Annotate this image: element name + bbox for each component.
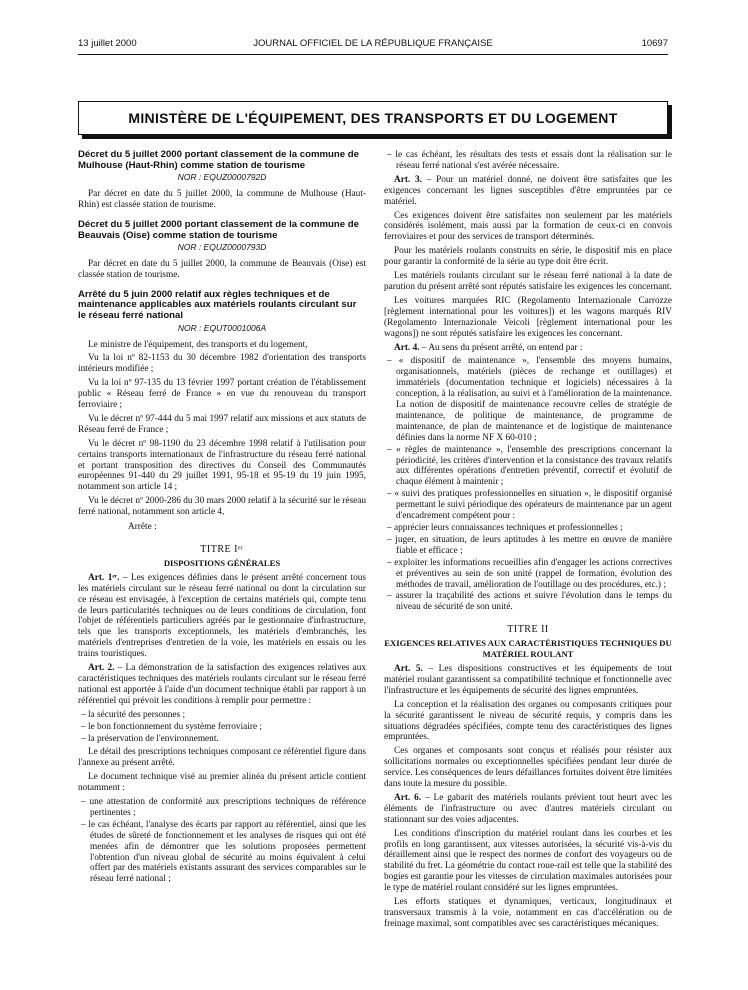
article-2-label: Art. 2.: [88, 663, 115, 674]
titre-2-heading: TITRE II: [507, 624, 549, 636]
page-header: [78, 38, 668, 52]
titre-1-heading: TITRE Iᵉʳ: [200, 544, 244, 555]
visa-minister: Le ministre de l'équipement, des transports et du logement,: [88, 339, 308, 350]
article-4: Art. 4. – Au sens du présent arrêté, on entend par :: [394, 342, 583, 353]
article-6: Art. 6. – Le gabarit des matériels roulants prévient tout heurt avec les éléments de l'infrastructure ou avec d'autres matériels circulant ou stationnant sur des voies adjacentes.: [384, 792, 672, 825]
article-2-para-3: Le document technique visé au premier alinéa du présent article contient notamment :: [78, 772, 366, 794]
decree-mulhouse-title: Décret du 5 juillet 2000 portant classement de la commune de Mulhouse (Haut-Rhin) comme station de tourisme: [78, 149, 359, 171]
visa-2: Vu la loi nº 97-135 du 13 février 1997 portant création de l'établissement public « Réseau ferré de France » en vue du renouveau du transport ferroviaire ;: [78, 378, 366, 411]
decree-beauvais-nor: NOR : EQUZ0000793D: [177, 242, 267, 253]
article-5-label: Art. 5.: [394, 663, 423, 674]
decree-mulhouse-nor: NOR : EQUZ0000792D: [177, 172, 267, 183]
decree-beauvais-title: Décret du 5 juillet 2000 portant classement de la commune de Beauvais (Oise) comme station de tourisme: [78, 218, 359, 241]
visa-3: Vu le décret nº 97-444 du 5 mai 1997 relatif aux missions et aux statuts de Réseau ferré de France ;: [78, 413, 366, 435]
list-item: – « dispositif de maintenance », l'ensemble des moyens humains, organisationnels, matériels (pièces de rechange et outillages) et immatériels (documentation technique et logiciels) nécessaires à la conception, à la réalisation, au suivi et à l'amélioration de la maintenance. La notion de dispositif de maintenance recouvre celles de stratégie de maintenance, de politique de maintenance, de programme de maintenance, de plan de maintenance et de logistique de maintenance définies dans la norme NF X 60-010 ;: [384, 356, 672, 443]
titre-1-subheading: DISPOSITIONS GÉNÉRALES: [163, 557, 281, 568]
article-6-para-3: Les efforts statiques et dynamiques, verticaux, longitudinaux et transversaux transmis à la voie, notamment en cas d'accélération ou de freinage maximal, sont compatibles avec ses caractéristiques mécaniques.: [384, 897, 672, 929]
header-journal-title: JOURNAL OFFICIEL DE LA RÉPUBLIQUE FRANÇAISE: [253, 38, 493, 49]
list-item: – le cas échéant, l'analyse des écarts par rapport au référentiel, ainsi que les études de sûreté de fonctionnement et les analyses de risques qui ont été menées afin de démontrer que les solutions proposées permettent l'obtention d'un niveau global de sécurité au moins équivalent à celui offert par des matériels existants assurant des services comparables sur le réseau ferré national ;: [78, 820, 366, 885]
article-6-label: Art. 6.: [394, 792, 422, 803]
ministry-title: MINISTÈRE DE L'ÉQUIPEMENT, DES TRANSPORTS ET DU LOGEMENT: [128, 110, 618, 126]
list-item: – une attestation de conformité aux prescriptions techniques de référence pertinentes ;: [78, 797, 366, 819]
arrete-title: Arrêté du 5 juin 2000 relatif aux règles techniques et de maintenance applicables aux matériels roulants circulant sur le réseau ferré national: [78, 288, 357, 321]
left-column: [78, 150, 366, 888]
article-4-list: [384, 356, 672, 613]
arrete-nor: NOR : EQUT0001006A: [177, 322, 267, 333]
article-4-label: Art. 4.: [394, 342, 420, 353]
article-2-list-2: [78, 797, 366, 885]
list-item: – la préservation de l'environnement.: [78, 734, 366, 745]
titre-2-subheading: EXIGENCES RELATIVES AUX CARACTÉRISTIQUES TECHNIQUES DU MATÉRIEL ROULANT: [384, 638, 672, 660]
list-item: – le cas échéant, les résultats des tests et essais dont la réalisation sur le réseau ferré national s'est avérée nécessaire.: [384, 150, 672, 172]
article-2-list-continued: [384, 150, 672, 172]
right-column: [384, 150, 672, 933]
header-rule: [78, 54, 668, 55]
article-3-para-2: Ces exigences doivent être satisfaites non seulement par les matériels considérés isolément, mais aussi par la formation de ceux-ci en convois ferroviaires et pour des services de transport déterminés.: [384, 210, 672, 243]
article-2-list: [78, 710, 366, 745]
list-item: – la sécurité des personnes ;: [78, 710, 366, 721]
article-5-para-2: La conception et la réalisation des organes ou composants critiques pour la sécurité garantissent le niveau de sécurité requis, y compris dans les situations dégradées spécifiées, compte tenu des caractéristiques des lignes empruntées.: [384, 699, 672, 743]
list-item: – le bon fonctionnement du système ferroviaire ;: [78, 722, 366, 733]
article-3-label: Art. 3.: [394, 174, 422, 185]
article-3-para-4: Les matériels roulants circulant sur le réseau ferré national à la date de parution du présent arrêté sont réputés satisfaire les exigences les concernant.: [384, 271, 672, 292]
header-date: 13 juillet 2000: [78, 38, 137, 49]
article-1-label: Art. 1ᵉʳ.: [88, 572, 120, 583]
arrete-word: Arrête :: [128, 522, 157, 533]
list-item: – apprécier leurs connaissances techniques et professionnelles ;: [384, 523, 672, 534]
header-page-number: 10697: [641, 38, 668, 49]
visa-5: Vu le décret nº 2000-286 du 30 mars 2000 relatif à la sécurité sur le réseau ferré national, notamment son article 4,: [78, 496, 366, 518]
article-5-para-3: Ces organes et composants sont conçus et réalisés pour résister aux sollicitations normales ou exceptionnelles spécifiées pendant leur durée de service. Les conséquences de leurs défaillances fortuites doivent être limitées dans toute la mesure du possible.: [384, 746, 672, 790]
list-item: – « règles de maintenance », l'ensemble des prescriptions concernant la périodicité, les critères d'intervention et la consistance des travaux relatifs aux différentes opérations d'entretien préventif, correctif et évolutif de chaque élément à maintenir ;: [384, 445, 672, 489]
article-2-para-2: Le détail des prescriptions techniques composant ce référentiel figure dans l'annexe au présent arrêté.: [78, 747, 366, 769]
list-item: – juger, en situation, de leurs aptitudes à les mettre en œuvre de manière fiable et efficace ;: [384, 535, 672, 557]
decree-beauvais-text: Par décret en date du 5 juillet 2000, la commune de Beauvais (Oise) est classée station de tourisme.: [78, 259, 366, 280]
article-6-para-2: Les conditions d'inscription du matériel roulant dans les courbes et les profils en long garantissent, aux vitesses autorisées, la sécurité vis-à-vis du déraillement ainsi que le respect des normes de confort des voyageurs ou de stabilité du fret. La géométrie du contact roue-rail est telle que la stabilité des bogies est garantie pour les vitesses de circulation maximales autorisées pour le type de matériel roulant considéré sur les lignes empruntées.: [384, 828, 672, 894]
article-3: Art. 3. – Pour un matériel donné, ne doivent être satisfaites que les exigences concernant les lignes susceptibles d'être empruntées par ce matériel.: [384, 174, 672, 207]
article-3-para-5: Les voitures marquées RIC (Regolamento Internazionale Carrozze [règlement international pour les voitures]) et les wagons marqués RIV (Regolamento Internazionale Veicoli [règlement international pour les wagons]) ne sont réputés satisfaire les exigences les concernant.: [384, 295, 672, 339]
visa-4: Vu le décret nº 98-1190 du 23 décembre 1998 relatif à l'utilisation pour certains transports internationaux de l'infrastructure du réseau ferré national et portant transposition des directives du Conseil des Communautés européennes 91-440 du 29 juillet 1991, 95-18 et 95-19 du 19 juin 1995, notamment son article 14 ;: [78, 438, 366, 493]
list-item: – assurer la traçabilité des actions et suivre l'évolution dans le temps du niveau de sécurité de son unité.: [384, 591, 672, 613]
article-1: Art. 1ᵉʳ. – Les exigences définies dans le présent arrêté concernent tous les matériels circulant sur le réseau ferré national ou dont la circulation sur ce réseau est envisagée, à l'exception de certains matériels qui, compte tenu de leurs particularités techniques ou de leurs conditions de circulation, font l'objet de référentiels particuliers agréés par le gestionnaire d'infrastructure, tels que les transports exceptionnels, les matériels d'embranchés, les matériels d'entreprises d'entretien de la voie, les matériels en essais ou les trains touristiques.: [78, 572, 366, 660]
article-2: Art. 2. – La démonstration de la satisfaction des exigences relatives aux caractéristiques techniques des matériels roulants circulant sur le réseau ferré national est apportée à l'aide d'un document technique établi par rapport à un référentiel qui prévoit les conditions à remplir pour permettre :: [78, 663, 366, 706]
decree-mulhouse-text: Par décret en date du 5 juillet 2000, la commune de Mulhouse (Haut-Rhin) est classée station de tourisme.: [78, 189, 366, 210]
visa-1: Vu la loi nº 82-1153 du 30 décembre 1982 d'orientation des transports intérieurs modifiée ;: [78, 353, 366, 375]
article-5: Art. 5. – Les dispositions constructives et les équipements de tout matériel roulant garantissent sa compatibilité technique et fonctionnelle avec l'infrastructure et les équipements de sécurité des lignes empruntées.: [384, 663, 672, 696]
article-3-para-3: Pour les matériels roulants construits en série, le dispositif mis en place pour garantir la conformité de la série au type doit être écrit.: [384, 246, 672, 268]
list-item: – exploiter les informations recueillies afin d'engager les actions correctives et préventives au sein de son unité (rappel de formation, évolution des méthodes de travail, amélioration de l'outillage ou des procédures, etc.) ;: [384, 558, 672, 591]
list-item: – « suivi des pratiques professionnelles en situation », le dispositif organisé permettant le suivi périodique des opérateurs de maintenance par un agent d'encadrement compétent pour :: [384, 489, 672, 522]
ministry-banner: [78, 101, 668, 135]
